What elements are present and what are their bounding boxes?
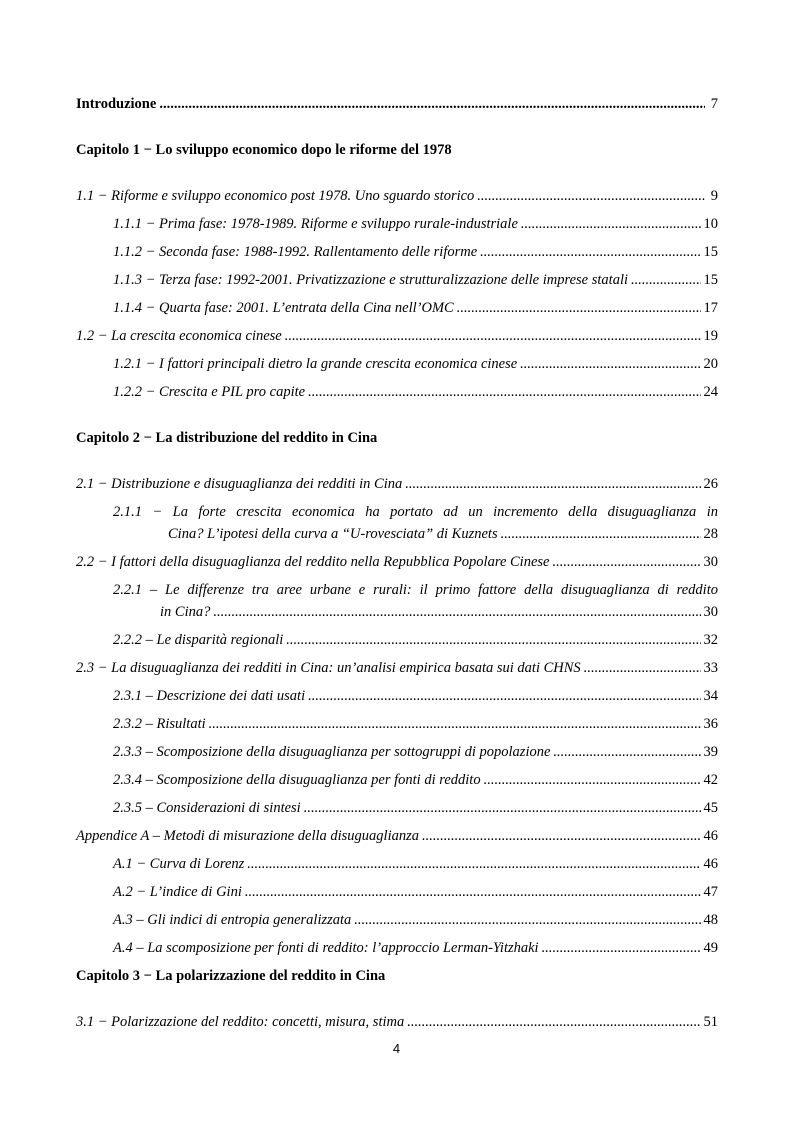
- toc-entry-a-2: [76, 878, 718, 906]
- toc-entry-1-1: [76, 182, 718, 210]
- toc-page-number: 47: [703, 884, 718, 900]
- dot-leader: [484, 766, 701, 794]
- toc-entry-title: 1.1.3 − Terza fase: 1992-2001. Privatizzazione e strutturalizzazione delle imprese statali: [113, 272, 628, 288]
- toc-entry-title: 1.2 − La crescita economica cinese: [76, 328, 282, 344]
- toc-entry-title: 1.1 − Riforme e sviluppo economico post 1978. Uno sguardo storico: [76, 188, 475, 204]
- toc-entry-2-3-5: [76, 794, 718, 822]
- toc-page-number: 17: [703, 300, 718, 316]
- dot-leader: [245, 878, 701, 906]
- toc-page-number: 9: [710, 188, 718, 204]
- toc-entry-title: 2.3.3 – Scomposizione della disuguaglianza per sottogruppi di popolazione: [113, 744, 551, 760]
- toc-entry-title: 1.1.4 − Quarta fase: 2001. L’entrata della Cina nell’OMC: [113, 300, 454, 316]
- toc-page-number: 34: [703, 688, 718, 704]
- dot-leader: [457, 294, 701, 322]
- toc-entry-title: 3.1 − Polarizzazione del reddito: concetti, misura, stima: [76, 1014, 405, 1030]
- toc-entry-title: A.3 – Gli indici di entropia generalizzata: [113, 912, 352, 928]
- toc-entry-title: Appendice A – Metodi di misurazione della disuguaglianza: [76, 828, 420, 844]
- toc-entry-title: A.2 − L’indice di Gini: [113, 884, 242, 900]
- toc-page-number: 10: [703, 216, 718, 232]
- toc-entry-title: 2.3.4 – Scomposizione della disuguaglianza per fonti di reddito: [113, 772, 481, 788]
- dot-leader: [477, 182, 705, 210]
- dot-leader: [308, 682, 700, 710]
- dot-leader: [308, 378, 700, 406]
- dot-leader: [247, 850, 700, 878]
- toc-page-number: 26: [703, 476, 718, 492]
- chapter-3-heading: Capitolo 3 − La polarizzazione del reddito in Cina: [76, 968, 386, 984]
- toc-page-number: 36: [703, 716, 718, 732]
- dot-leader: [520, 350, 700, 378]
- dot-leader: [159, 90, 705, 118]
- toc-entry-2-1-1: [76, 501, 718, 545]
- toc-entry-a-3: [76, 906, 718, 934]
- toc-page-number: 20: [703, 356, 718, 372]
- toc-entry-title: 2.3.1 – Descrizione dei dati usati: [113, 688, 306, 704]
- toc-entry-title: A.4 – La scomposizione per fonti di reddito: l’approccio Lerman-Yitzhaki: [113, 940, 539, 956]
- toc-page-number: 30: [703, 554, 718, 570]
- dot-leader: [422, 822, 700, 850]
- toc-entry-2-3: [76, 654, 718, 682]
- toc-entry-title-line-2: in Cina?: [160, 604, 211, 620]
- dot-leader: [209, 710, 701, 738]
- toc-page-number: 39: [703, 744, 718, 760]
- dot-leader: [405, 470, 700, 498]
- toc-entry-1-2: [76, 322, 718, 350]
- toc-entry-1-1-3: [76, 266, 718, 294]
- dot-leader: [542, 934, 701, 962]
- toc-entry-1-2-2: [76, 378, 718, 406]
- toc-entry-title: 1.1.2 − Seconda fase: 1988-1992. Rallentamento delle riforme: [113, 244, 478, 260]
- toc-entry-2-2: [76, 548, 718, 576]
- toc-entry-1-1-2: [76, 238, 718, 266]
- toc-page-number: 45: [703, 800, 718, 816]
- toc-entry-a-1: [76, 850, 718, 878]
- toc-entry-title: 2.1 − Distribuzione e disuguaglianza dei redditi in Cina: [76, 476, 403, 492]
- chapter-1-heading: Capitolo 1 − Lo sviluppo economico dopo le riforme del 1978: [76, 142, 452, 158]
- toc-entry-title: 2.3 − La disuguaglianza dei redditi in Cina: un’analisi empirica basata sui dati CHNS: [76, 660, 581, 676]
- toc-page-number: 28: [703, 526, 718, 542]
- toc-entry-title-line-1: 2.1.1 − La forte crescita economica ha portato ad un incremento della disuguaglianza in: [113, 504, 718, 520]
- toc-page-number: 51: [703, 1014, 718, 1030]
- toc-entry-title-line-1: 2.2.1 – Le differenze tra aree urbane e rurali: il primo fattore della disuguaglianza di reddito: [113, 582, 718, 598]
- toc-entry-title: Introduzione: [76, 96, 157, 112]
- toc-entry-1-1-1: [76, 210, 718, 238]
- dot-leader: [480, 238, 700, 266]
- toc-entry-title: 2.2 − I fattori della disuguaglianza del reddito nella Repubblica Popolare Cinese: [76, 554, 550, 570]
- toc-page-number: 33: [703, 660, 718, 676]
- toc-page-number: 7: [710, 96, 718, 112]
- toc-entry-introduzione: [76, 90, 718, 118]
- toc-entry-appendice-a: [76, 822, 718, 850]
- toc-page-number: 49: [703, 940, 718, 956]
- dot-leader: [285, 322, 701, 350]
- toc-entry-title: 1.1.1 − Prima fase: 1978-1989. Riforme e sviluppo rurale-industriale: [113, 216, 518, 232]
- toc-page-number: 19: [703, 328, 718, 344]
- dot-leader: [501, 523, 701, 545]
- toc-page-number: 46: [703, 856, 718, 872]
- toc-entry-title-line-2: Cina? L’ipotesi della curva a “U-rovesciata” di Kuznets: [168, 526, 498, 542]
- dot-leader: [553, 738, 700, 766]
- toc-entry-a-4: [76, 934, 718, 962]
- dot-leader: [286, 626, 700, 654]
- dot-leader: [407, 1008, 700, 1036]
- toc-page-number: 15: [703, 272, 718, 288]
- toc-page-number: 24: [703, 384, 718, 400]
- toc-page-number: 48: [703, 912, 718, 928]
- toc-page-number: 30: [703, 604, 718, 620]
- dot-leader: [552, 548, 700, 576]
- dot-leader: [631, 266, 701, 294]
- dot-leader: [354, 906, 700, 934]
- toc-entry-1-1-4: [76, 294, 718, 322]
- chapter-2-heading: Capitolo 2 − La distribuzione del reddito in Cina: [76, 430, 378, 446]
- dot-leader: [584, 654, 701, 682]
- toc-entry-2-1: [76, 470, 718, 498]
- toc-entry-2-3-3: [76, 738, 718, 766]
- toc-page-number: 15: [703, 244, 718, 260]
- page-number-footer: 4: [392, 1041, 401, 1056]
- toc-entry-2-3-2: [76, 710, 718, 738]
- toc-entry-title: 2.3.5 – Considerazioni di sintesi: [113, 800, 301, 816]
- toc-entry-title: 2.2.2 – Le disparità regionali: [113, 632, 284, 648]
- dot-leader: [213, 601, 700, 623]
- toc-entry-title: A.1 − Curva di Lorenz: [113, 856, 245, 872]
- dot-leader: [304, 794, 701, 822]
- toc-entry-title: 1.2.1 − I fattori principali dietro la grande crescita economica cinese: [113, 356, 518, 372]
- table-of-contents: [76, 90, 718, 1036]
- toc-entry-title: 1.2.2 − Crescita e PIL pro capite: [113, 384, 306, 400]
- toc-entry-2-2-1: [76, 579, 718, 623]
- toc-page-number: 32: [703, 632, 718, 648]
- toc-entry-3-1: [76, 1008, 718, 1036]
- toc-entry-title: 2.3.2 – Risultati: [113, 716, 206, 732]
- toc-entry-1-2-1: [76, 350, 718, 378]
- toc-entry-2-3-4: [76, 766, 718, 794]
- toc-page-number: 46: [703, 828, 718, 844]
- toc-page-number: 42: [703, 772, 718, 788]
- toc-entry-2-3-1: [76, 682, 718, 710]
- toc-entry-2-2-2: [76, 626, 718, 654]
- dot-leader: [521, 210, 701, 238]
